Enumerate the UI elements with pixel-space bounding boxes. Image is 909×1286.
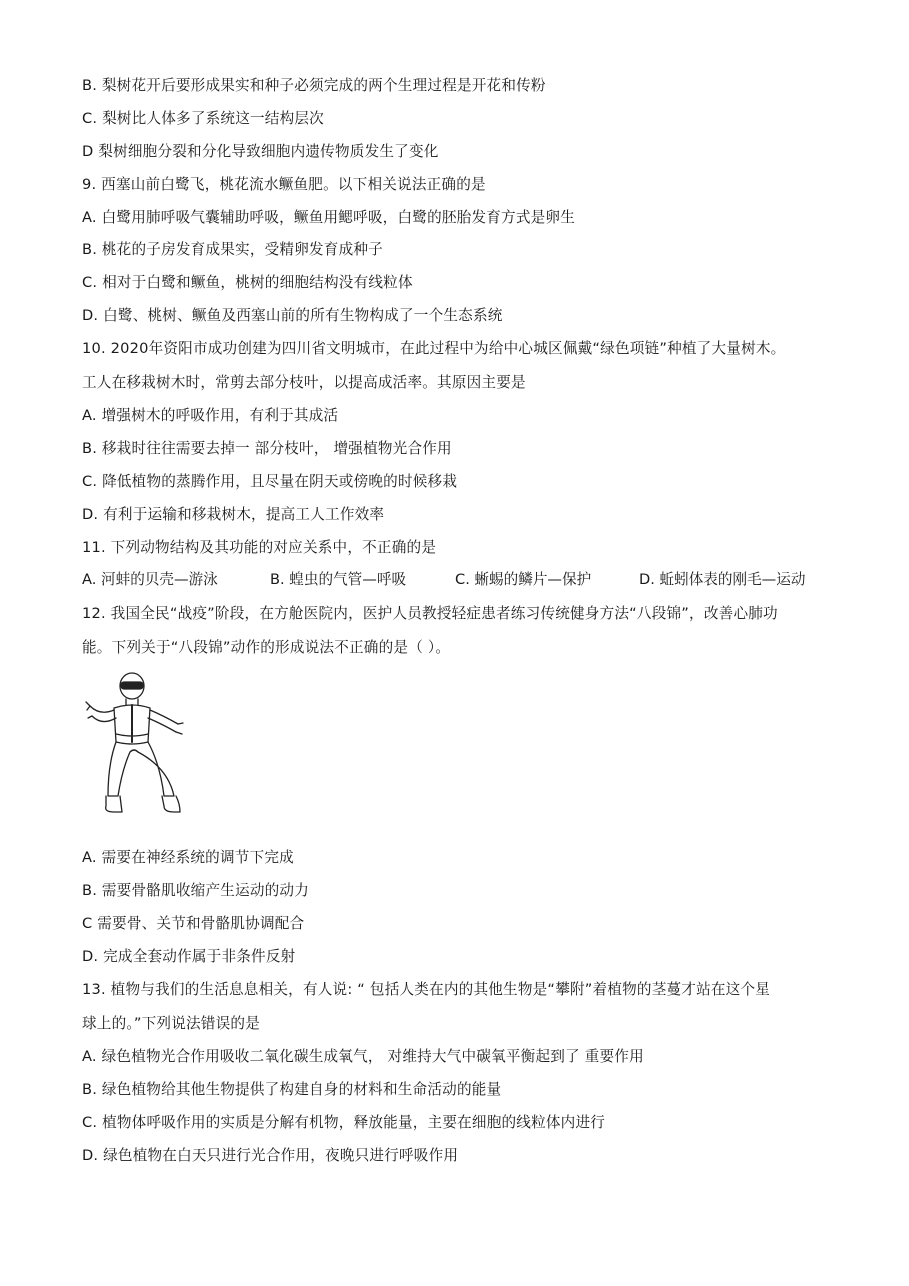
q12-option-c: C 需要骨、关节和骨骼肌协调配合 bbox=[82, 915, 305, 932]
q9-option-d: D. 白鹭、桃树、鳜鱼及西塞山前的所有生物构成了一个生态系统 bbox=[82, 307, 503, 324]
q10-option-d: D. 有利于运输和移栽树木，提高工人工作效率 bbox=[82, 506, 385, 523]
q9-option-a: A. 白鹭用肺呼吸气囊辅助呼吸，鳜鱼用鳃呼吸，白鹭的胚胎发育方式是卵生 bbox=[82, 209, 576, 226]
figure-left-boot bbox=[106, 796, 122, 812]
figure-goggles bbox=[121, 682, 143, 689]
q10-option-b: B. 移栽时往往需要去掉一 部分枝叶， 增强植物光合作用 bbox=[82, 440, 452, 457]
q10-option-c: C. 降低植物的蒸腾作用，且尽量在阴天或傍晚的时候移栽 bbox=[82, 473, 458, 490]
q13-stem-line1: 13. 植物与我们的生活息息相关，有人说: “ 包括人类在内的其他生物是“攀附”着植物的茎蔓才站在这个星 bbox=[82, 981, 771, 998]
q12-stem-line2: 能。下列关于“八段锦”动作的形成说法不正确的是（ ）。 bbox=[82, 639, 451, 656]
q13-option-a: A. 绿色植物光合作用吸收二氧化碳生成氧气， 对维持大气中碳氧平衡起到了 重要作用 bbox=[82, 1048, 644, 1065]
q9-option-b: B. 桃花的子房发育成果实，受精卵发育成种子 bbox=[82, 241, 383, 258]
baduanjin-figure-illustration bbox=[84, 672, 196, 818]
q13-option-b: B. 绿色植物给其他生物提供了构建自身的材料和生命活动的能量 bbox=[82, 1081, 502, 1098]
q8-option-c: C. 梨树比人体多了系统这一结构层次 bbox=[82, 110, 324, 127]
q13-option-d: D. 绿色植物在白天只进行光合作用，夜晚只进行呼吸作用 bbox=[82, 1147, 459, 1164]
q12-option-b: B. 需要骨骼肌收缩产生运动的动力 bbox=[82, 882, 310, 899]
q11-option-c: C. 蜥蜴的鳞片—保护 bbox=[455, 571, 592, 588]
q13-stem-line2: 球上的。”下列说法错误的是 bbox=[82, 1015, 260, 1032]
figure-right-boot bbox=[162, 796, 180, 812]
q12-option-d: D. 完成全套动作属于非条件反射 bbox=[82, 948, 296, 965]
figure-left-arm bbox=[90, 706, 116, 722]
q8-option-d: D 梨树细胞分裂和分化导致细胞内遗传物质发生了变化 bbox=[82, 143, 439, 160]
q11-option-d: D. 蚯蚓体表的刚毛—运动 bbox=[639, 571, 806, 588]
figure-right-arm bbox=[148, 710, 178, 732]
q12-option-a: A. 需要在神经系统的调节下完成 bbox=[82, 849, 294, 866]
figure-right-leg bbox=[138, 742, 174, 796]
q11-stem: 11. 下列动物结构及其功能的对应关系中，不正确的是 bbox=[82, 539, 437, 556]
q11-option-a: A. 河蚌的贝壳—游泳 bbox=[82, 571, 218, 588]
q9-option-c: C. 相对于白鹭和鳜鱼，桃树的细胞结构没有线粒体 bbox=[82, 274, 413, 291]
q10-option-a: A. 增强树木的呼吸作用，有利于其成活 bbox=[82, 407, 339, 424]
q11-option-b: B. 蝗虫的气管—呼吸 bbox=[270, 571, 407, 588]
q10-stem-line1: 10. 2020年资阳市成功创建为四川省文明城市，在此过程中为给中心城区佩戴“绿色项链”种植了大量树木。 bbox=[82, 340, 786, 357]
q10-stem-line2: 工人在移栽树木时，常剪去部分枝叶，以提高成活率。其原因主要是 bbox=[82, 374, 526, 391]
q13-option-c: C. 植物体呼吸作用的实质是分解有机物，释放能量，主要在细胞的线粒体内进行 bbox=[82, 1114, 606, 1131]
q8-option-b: B. 梨树花开后要形成果实和种子必须完成的两个生理过程是开花和传粉 bbox=[82, 77, 546, 94]
figure-left-leg bbox=[108, 742, 130, 796]
q12-stem-line1: 12. 我国全民“战疫”阶段，在方舱医院内，医护人员教授轻症患者练习传统健身方法“八段锦”，改善心肺功 bbox=[82, 605, 778, 622]
q9-stem: 9. 西塞山前白鹭飞，桃花流水鳜鱼肥。以下相关说法正确的是 bbox=[82, 176, 486, 193]
